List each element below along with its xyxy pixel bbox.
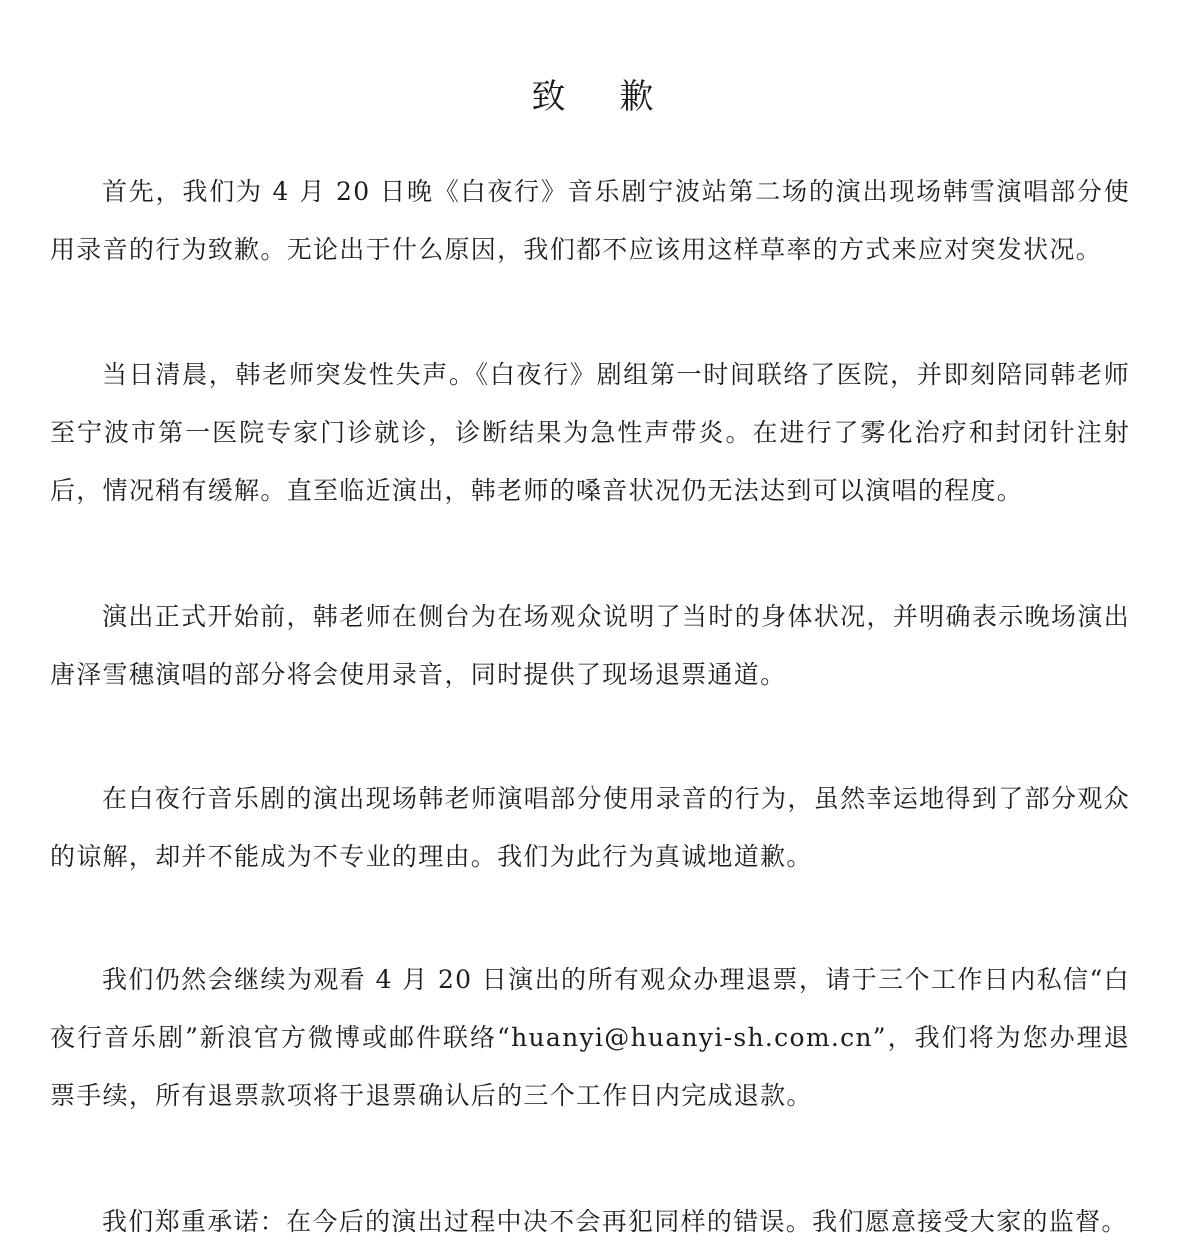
paragraph-sincere-apology: 在白夜行音乐剧的演出现场韩老师演唱部分使用录音的行为，虽然幸运地得到了部分观众的谅解，却并不能成为不专业的理由。我们为此行为真诚地道歉。 — [50, 784, 1130, 871]
paragraph-pre-show-notice: 演出正式开始前，韩老师在侧台为在场观众说明了当时的身体状况，并明确表示晚场演出唐泽雪穗演唱的部分将会使用录音，同时提供了现场退票通道。 — [50, 602, 1130, 689]
paragraph-illness-details: 当日清晨，韩老师突发性失声。《白夜行》剧组第一时间联络了医院，并即刻陪同韩老师至宁波市第一医院专家门诊就诊，诊断结果为急性声带炎。在进行了雾化治疗和封闭针注射后，情况稍有缓解。直至临近演出，韩老师的嗓音状况仍无法达到可以演唱的程度。 — [50, 360, 1130, 505]
paragraph-promise: 我们郑重承诺：在今后的演出过程中决不会再犯同样的错误。我们愿意接受大家的监督。 — [102, 1207, 1128, 1236]
paragraph-apology-intro: 首先，我们为 4 月 20 日晚《白夜行》音乐剧宁波站第二场的演出现场韩雪演唱部分使用录音的行为致歉。无论出于什么原因，我们都不应该用这样草率的方式来应对突发状况。 — [50, 177, 1130, 264]
paragraph-refund-info: 我们仍然会继续为观看 4 月 20 日演出的所有观众办理退票，请于三个工作日内私信“白夜行音乐剧”新浪官方微博或邮件联络“huanyi@huanyi-sh.com.cn”，我们将为您办理退票手续，所有退票款项将于退票确认后的三个工作日内完成退款。 — [50, 965, 1130, 1110]
document-title: 致歉 — [531, 77, 708, 117]
